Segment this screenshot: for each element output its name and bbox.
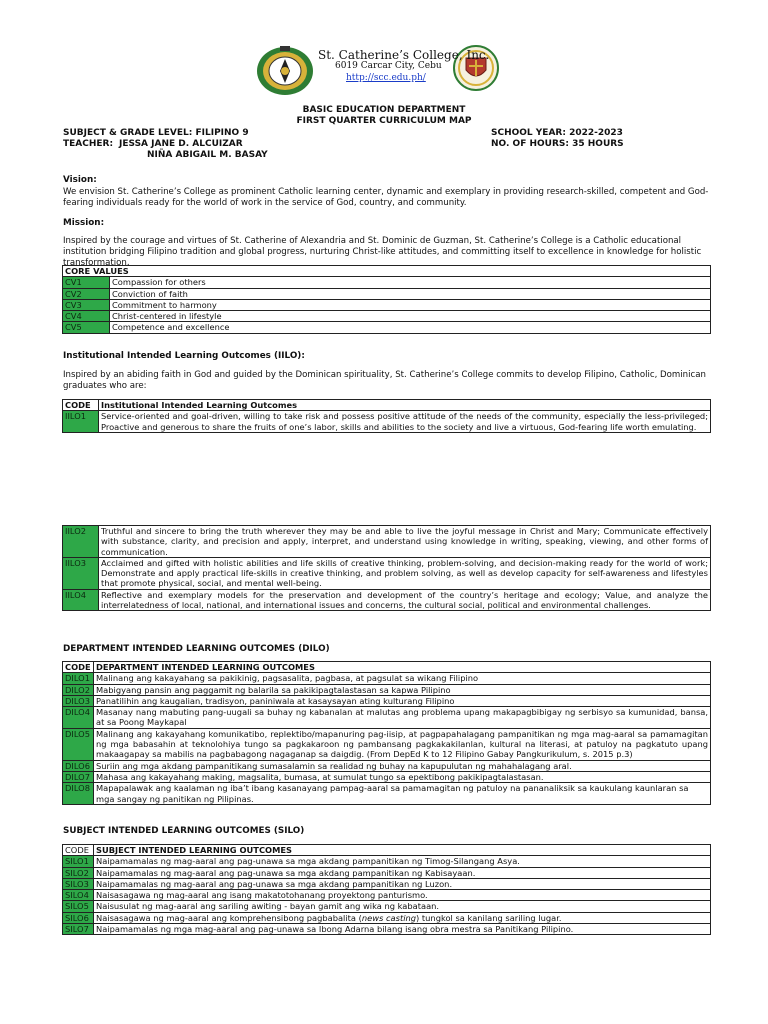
dilo-code: DILO4 xyxy=(63,707,94,729)
vision-text: We envision St. Catherine’s College as prominent Catholic learning center, dynamic and exemplary in providing research-skilled, competent and God-fearing individuals ready for the world of work in the service of God, country, and community. xyxy=(63,187,709,208)
dilo-code: DILO5 xyxy=(63,728,94,760)
dilo-text: Masanay nang mabuting pang-uugali sa buhay ng kabanalan at malutas ang problema upang makapagbibigay ng serbisyo sa kumunidad, bansa, at sa Poong Maykapal xyxy=(94,707,711,729)
iilo-code: IILO3 xyxy=(63,557,99,589)
department-title: BASIC EDUCATION DEPARTMENT xyxy=(302,105,466,115)
silo-row xyxy=(63,912,711,923)
dilo-text: Malinang ang kakayahang sa pakikinig, pagsasalita, pagbasa, at pagsulat sa wikang Filipino xyxy=(94,673,711,684)
silo-row xyxy=(63,901,711,912)
dilo-row xyxy=(63,673,711,684)
iilo-code: IILO1 xyxy=(63,411,99,433)
dilo-text: Mahasa ang kakayahang making, magsalita, bumasa, at sumulat tungo sa epektibong pakikipagtalastasan. xyxy=(94,771,711,782)
dilo-text: Suriin ang mga akdang pampanitikang sumasalamin sa realidad ng buhay na kapupulutan ng mahahalagang aral. xyxy=(94,760,711,771)
silo-col-code: CODE xyxy=(63,845,94,856)
core-value-code: CV5 xyxy=(63,322,110,333)
teacher-name-2: NIÑA ABIGAIL M. BASAY xyxy=(147,150,268,160)
core-value-text: Compassion for others xyxy=(110,277,711,288)
silo-row xyxy=(63,867,711,878)
silo-row xyxy=(63,856,711,867)
document-title: FIRST QUARTER CURRICULUM MAP xyxy=(296,116,472,126)
subject-grade-level: SUBJECT & GRADE LEVEL: FILIPINO 9 xyxy=(63,128,249,138)
iilo-row xyxy=(63,557,711,589)
dilo-row xyxy=(63,684,711,695)
core-value-text: Commitment to harmony xyxy=(110,299,711,310)
silo-code: SILO5 xyxy=(63,901,94,912)
mission-text: Inspired by the courage and virtues of St. Catherine of Alexandria and St. Dominic de Guzman, St. Catherine’s College is a Catholic educational institution bridging Filipino tradition and global progress, nurturing Christ-like attitudes, and committing itself to excellence in knowledge for holistic transformation. xyxy=(63,236,702,268)
silo-code: SILO2 xyxy=(63,867,94,878)
iilo-code: IILO4 xyxy=(63,589,99,611)
silo-col-title: SUBJECT INTENDED LEARNING OUTCOMES xyxy=(94,845,711,856)
silo-text: Naipamamalas ng mga mag-aaral ang pag-unawa sa Ibong Adarna bilang isang obra mestra sa Panitikang Pilipino. xyxy=(94,924,711,935)
core-value-row xyxy=(63,322,711,333)
teacher-name-1: JESSA JANE D. ALCUIZAR xyxy=(119,139,243,149)
dilo-code: DILO2 xyxy=(63,684,94,695)
silo-text: Naipamamalas ng mag-aaral ang pag-unawa sa mga akdang pampanitikan ng Kabisayaan. xyxy=(94,867,711,878)
silo-text: Naisasagawa ng mag-aaral ang isang makatotohanang proyektong panturismo. xyxy=(94,890,711,901)
iilo-text: Truthful and sincere to bring the truth wherever they may be and able to live the joyful message in Christ and Mary; Communicate effectively with substance, clarity, and precision and apply, interpret, and understand using knowledge in writing, speaking, viewing, and other forms of communication. xyxy=(99,526,711,558)
core-values-table xyxy=(62,265,711,334)
dilo-row xyxy=(63,760,711,771)
dilo-code: DILO6 xyxy=(63,760,94,771)
dilo-row xyxy=(63,783,711,805)
dilo-code: DILO3 xyxy=(63,695,94,706)
core-value-text: Christ-centered in lifestyle xyxy=(110,311,711,322)
iilo-col-title: Institutional Intended Learning Outcomes xyxy=(99,400,711,411)
number-of-hours: NO. OF HOURS: 35 HOURS xyxy=(491,139,624,149)
core-value-row xyxy=(63,299,711,310)
dilo-col-title: DEPARTMENT INTENDED LEARNING OUTCOMES xyxy=(94,662,711,673)
core-value-text: Conviction of faith xyxy=(110,288,711,299)
dilo-col-code: CODE xyxy=(63,662,94,673)
silo-text-after: ) tungkol sa kanilang sariling lugar. xyxy=(416,912,562,923)
silo-code: SILO6 xyxy=(63,912,94,923)
iilo-text: Service-oriented and goal-driven, willing to take risk and possess positive attitude of the needs of the community, especially the less-privileged; Proactive and generous to share the fruits of one’s labor, skills and abilities to the society and live a virtuous, God-fearing life worth emulating. xyxy=(99,411,711,433)
silo-heading: SUBJECT INTENDED LEARNING OUTCOMES (SILO) xyxy=(63,826,305,836)
iilo-table-continued xyxy=(62,525,711,611)
dilo-table xyxy=(62,661,711,805)
dilo-text: Mabigyang pansin ang paggamit ng balarila sa pakikipagtalastasan sa kapwa Pilipino xyxy=(94,684,711,695)
silo-row xyxy=(63,878,711,889)
institution-url-link[interactable]: http://scc.edu.ph/ xyxy=(346,73,426,83)
silo-code: SILO3 xyxy=(63,878,94,889)
dilo-code: DILO8 xyxy=(63,783,94,805)
college-seal-logo xyxy=(254,44,316,96)
iilo-row xyxy=(63,411,711,433)
core-value-row xyxy=(63,288,711,299)
silo-text-italic: news casting xyxy=(361,912,417,923)
core-value-row xyxy=(63,277,711,288)
mission-heading: Mission: xyxy=(63,218,105,228)
iilo-intro: Inspired by an abiding faith in God and guided by the Dominican spirituality, St. Catherine’s College commits to develop Filipino, Catholic, Dominican graduates who are: xyxy=(63,370,706,391)
iilo-table xyxy=(62,399,711,433)
core-value-code: CV2 xyxy=(63,288,110,299)
core-value-code: CV4 xyxy=(63,311,110,322)
dilo-code: DILO1 xyxy=(63,673,94,684)
silo-code: SILO7 xyxy=(63,924,94,935)
dilo-row xyxy=(63,707,711,729)
dilo-code: DILO7 xyxy=(63,771,94,782)
silo-code: SILO1 xyxy=(63,856,94,867)
core-value-row xyxy=(63,311,711,322)
silo-row xyxy=(63,924,711,935)
dilo-text: Mapapalawak ang kaalaman ng iba’t ibang kasanayang pampag-aaral sa pamamagitan ng patuloy na pananaliksik sa kaukulang kaunlaran sa mga sangay ng panitikan ng Pilipinas. xyxy=(94,783,711,805)
vision-heading: Vision: xyxy=(63,175,97,185)
school-year: SCHOOL YEAR: 2022-2023 xyxy=(491,128,623,138)
dilo-row xyxy=(63,695,711,706)
iilo-row xyxy=(63,589,711,611)
institution-name: St. Catherine’s College, Inc. xyxy=(318,48,490,62)
iilo-code: IILO2 xyxy=(63,526,99,558)
dilo-heading: DEPARTMENT INTENDED LEARNING OUTCOMES (DILO) xyxy=(63,644,330,654)
silo-code: SILO4 xyxy=(63,890,94,901)
dilo-row xyxy=(63,771,711,782)
core-values-header: CORE VALUES xyxy=(63,266,711,277)
institution-address: 6019 Carcar City, Cebu xyxy=(335,61,442,71)
dilo-row xyxy=(63,728,711,760)
iilo-col-code: CODE xyxy=(63,400,99,411)
iilo-text: Acclaimed and gifted with holistic abilities and life skills of creative thinking, problem-solving, and decision-making ready for the world of work; Demonstrate and apply practical life-skills in creative thinking, and problem solving, as well as develop capacity for self-awareness and lifestyles that promote physical, social, and mental well-being. xyxy=(99,557,711,589)
silo-table xyxy=(62,844,711,935)
core-value-code: CV3 xyxy=(63,299,110,310)
silo-row xyxy=(63,890,711,901)
iilo-text: Reflective and exemplary models for the preservation and development of the country’s heritage and ecology; Value, and analyze the interrelatedness of local, national, and international issues and concerns, the cultural social, political and environmental challenges. xyxy=(99,589,711,611)
teacher-label: TEACHER: xyxy=(63,139,114,149)
iilo-heading: Institutional Intended Learning Outcomes (IILO): xyxy=(63,351,305,361)
dilo-text: Panatilihin ang kaugalian, tradisyon, paniniwala at kasaysayan ating kulturang Filipino xyxy=(94,695,711,706)
silo-text-before: Naisasagawa ng mag-aaral ang komprehensibong pagbabalita ( xyxy=(96,912,362,923)
silo-text: Naipamamalas ng mag-aaral ang pag-unawa sa mga akdang pampanitikan ng Timog-Silangang Asya. xyxy=(94,856,711,867)
silo-text: Naisusulat ng mag-aaral ang sariling awiting - bayan gamit ang wika ng kabataan. xyxy=(94,901,711,912)
core-value-text: Competence and excellence xyxy=(110,322,711,333)
core-value-code: CV1 xyxy=(63,277,110,288)
iilo-row xyxy=(63,526,711,558)
silo-text xyxy=(94,912,711,923)
silo-text: Naipamamalas ng mag-aaral ang pag-unawa sa mga akdang pampanitikan ng Luzon. xyxy=(94,878,711,889)
dilo-text: Malinang ang kakayahang komunikatibo, replektibo/mapanuring pag-iisip, at pagpapahalagang pampanitikan ng mga mag-aaral sa pamamagitan ng mga babasahin at teknolohiya tungo sa pagkakaroon ng pambansang pagkakakilanlan, kultural na literasi, at patuloy na pagkatuto upang makaagapay sa mabilis na pagbabagong nagaganap sa daigdig. (From DepEd K to 12 Filipino Gabay Pangkurikulum, s. 2015 p.3) xyxy=(94,728,711,760)
